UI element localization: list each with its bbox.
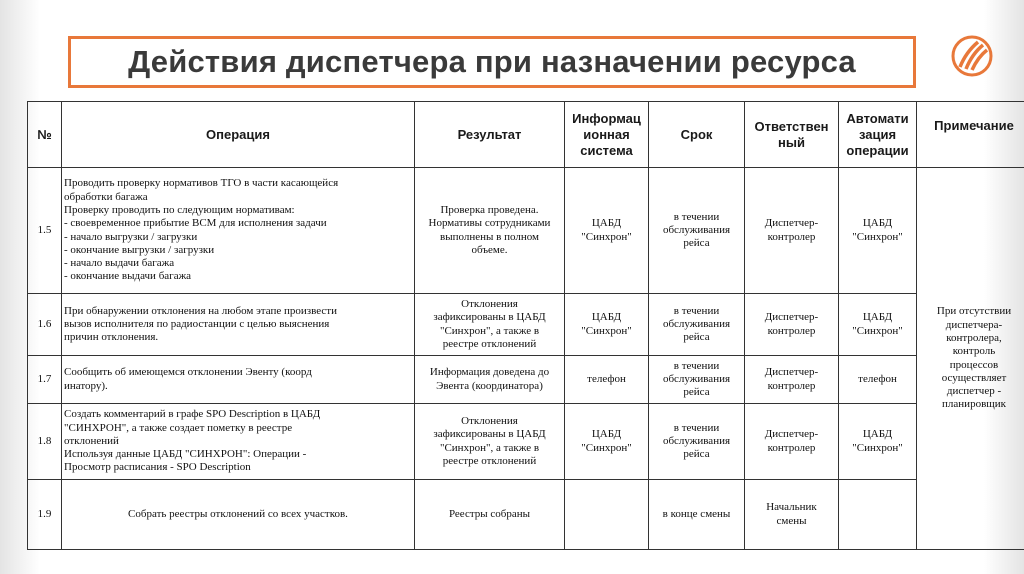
row-deadline: в течении обслуживания рейса [649, 356, 745, 404]
row-number: 1.6 [28, 294, 62, 356]
row-result: Информация доведена до Эвента (координатора) [415, 356, 565, 404]
row-number: 1.5 [28, 168, 62, 294]
row-result: Отклонения зафиксированы в ЦАБД "Синхрон", а также в реестре отклонений [415, 294, 565, 356]
row-deadline: в течении обслуживания рейса [649, 168, 745, 294]
row-operation: Создать комментарий в графе SPO Description в ЦАБД "СИНХРОН", а также создает пометку в реестре отклонений Используя данные ЦАБД "СИНХРОН": Операции - Просмотр расписания - SPO Description [62, 404, 415, 480]
header-responsible: Ответствен ный [745, 102, 839, 168]
table-row [28, 294, 1024, 356]
row-info-system: ЦАБД "Синхрон" [565, 294, 649, 356]
row-automation: ЦАБД "Синхрон" [839, 294, 917, 356]
header-info-system: Информац ионная система [565, 102, 649, 168]
row-number: 1.8 [28, 404, 62, 480]
slide-title: Действия диспетчера при назначении ресурса [128, 44, 856, 79]
note-cell: При отсутствии диспетчера- контролера, контроль процессов осуществляет диспетчер - планировщик [917, 168, 1024, 550]
table-row [28, 168, 1024, 294]
row-info-system: ЦАБД "Синхрон" [565, 404, 649, 480]
row-info-system: ЦАБД "Синхрон" [565, 168, 649, 294]
row-responsible: Диспетчер- контролер [745, 168, 839, 294]
row-number: 1.9 [28, 480, 62, 550]
row-number: 1.7 [28, 356, 62, 404]
row-automation: телефон [839, 356, 917, 404]
row-result: Проверка проведена. Нормативы сотрудниками выполнены в полном объеме. [415, 168, 565, 294]
row-responsible: Диспетчер- контролер [745, 404, 839, 480]
header-num: № [28, 102, 62, 168]
row-operation: Проводить проверку нормативов ТГО в части касающейся обработки багажа Проверку проводить по следующим нормативам: - своевременное прибытие ВСМ для исполнения задачи - начало выгрузки / загрузки - окончание выгрузки / загрузки - начало выдачи багажа - окончание выдачи багажа [62, 168, 415, 294]
row-automation [839, 480, 917, 550]
row-deadline: в течении обслуживания рейса [649, 294, 745, 356]
header-operation: Операция [62, 102, 415, 168]
row-result: Отклонения зафиксированы в ЦАБД "Синхрон", а также в реестре отклонений [415, 404, 565, 480]
header-deadline: Срок [649, 102, 745, 168]
row-automation: ЦАБД "Синхрон" [839, 168, 917, 294]
row-info-system: телефон [565, 356, 649, 404]
row-responsible: Начальник смены [745, 480, 839, 550]
table-row [28, 356, 1024, 404]
row-deadline: в течении обслуживания рейса [649, 404, 745, 480]
row-automation: ЦАБД "Синхрон" [839, 404, 917, 480]
row-deadline: в конце смены [649, 480, 745, 550]
operations-table [27, 101, 1024, 550]
header-automation: Автомати зация операции [839, 102, 917, 168]
header-result: Результат [415, 102, 565, 168]
row-operation: При обнаружении отклонения на любом этапе произвести вызов исполнителя по радиостанции с целью выяснения причин отклонения. [62, 294, 415, 356]
row-responsible: Диспетчер- контролер [745, 294, 839, 356]
table-row [28, 404, 1024, 480]
table-row [28, 480, 1024, 550]
header-row [28, 102, 1024, 168]
row-result: Реестры собраны [415, 480, 565, 550]
row-operation: Сообщить об имеющемся отклонении Эвенту (коорд инатору). [62, 356, 415, 404]
row-operation: Собрать реестры отклонений со всех участков. [62, 480, 415, 550]
company-logo-icon [950, 34, 994, 78]
row-responsible: Диспетчер- контролер [745, 356, 839, 404]
row-info-system [565, 480, 649, 550]
title-box [68, 36, 916, 88]
header-note: Примечание [917, 102, 1024, 168]
